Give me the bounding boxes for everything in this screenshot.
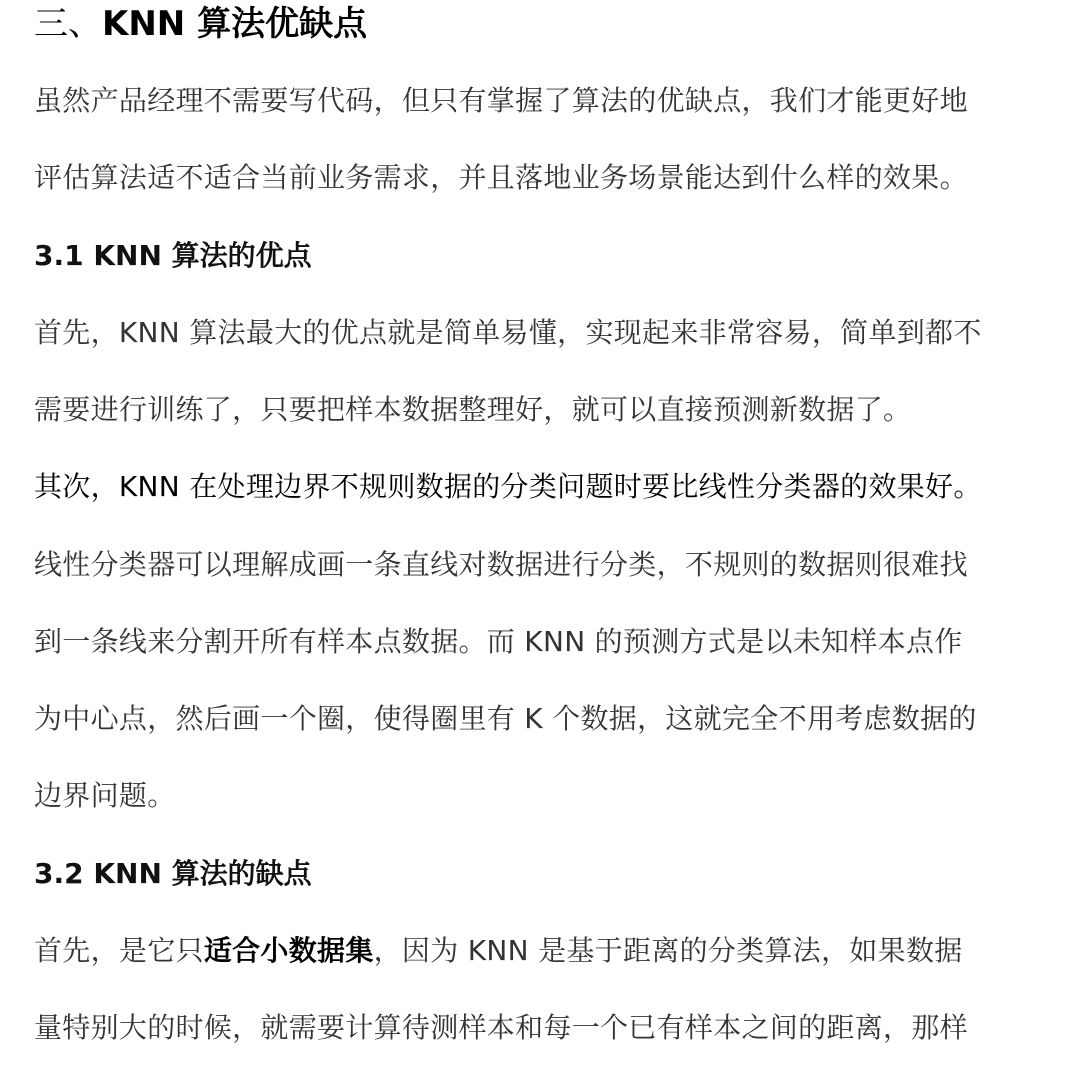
pros-para3-line-1: 线性分类器可以理解成画一条直线对数据进行分类，不规则的数据则很难找 [34, 548, 968, 581]
pros-para3-line-2: 到一条线来分割开所有样本点数据。而 KNN 的预测方式是以未知样本点作 [34, 625, 963, 658]
section-title: KNN 算法优缺点 [102, 4, 368, 44]
cons-para1-prefix: 首先，是它只 [34, 934, 204, 967]
pros-para1-line-2: 需要进行训练了，只要把样本数据整理好，就可以直接预测新数据了。 [34, 393, 912, 426]
cons-para1-suffix: ，因为 KNN 是基于距离的分类算法，如果数据 [373, 934, 963, 967]
subsection-heading-cons: 3.2 KNN 算法的缺点 [34, 857, 312, 890]
subsection-heading-pros: 3.1 KNN 算法的优点 [34, 239, 312, 272]
cons-para1-line-1 [34, 912, 1064, 989]
section-number: 三、 [34, 4, 102, 44]
pros-para3-line-4: 边界问题。 [34, 779, 176, 812]
section-heading [34, 0, 367, 48]
pros-para2-line-1: 其次，KNN 在处理边界不规则数据的分类问题时要比线性分类器的效果好。 [34, 470, 982, 503]
intro-line-2: 评估算法适不适合当前业务需求，并且落地业务场景能达到什么样的效果。 [34, 161, 968, 194]
cons-para1-line-2: 量特别大的时候，就需要计算待测样本和每一个已有样本之间的距离，那样 [34, 1011, 968, 1044]
pros-para1-line-1: 首先，KNN 算法最大的优点就是简单易懂，实现起来非常容易，简单到都不 [34, 316, 982, 349]
intro-line-1: 虽然产品经理不需要写代码，但只有掌握了算法的优缺点，我们才能更好地 [34, 84, 968, 117]
cons-para1-emphasis: 适合小数据集 [203, 934, 374, 967]
pros-para3-line-3: 为中心点，然后画一个圈，使得圈里有 K 个数据，这就完全不用考虑数据的 [34, 702, 977, 735]
